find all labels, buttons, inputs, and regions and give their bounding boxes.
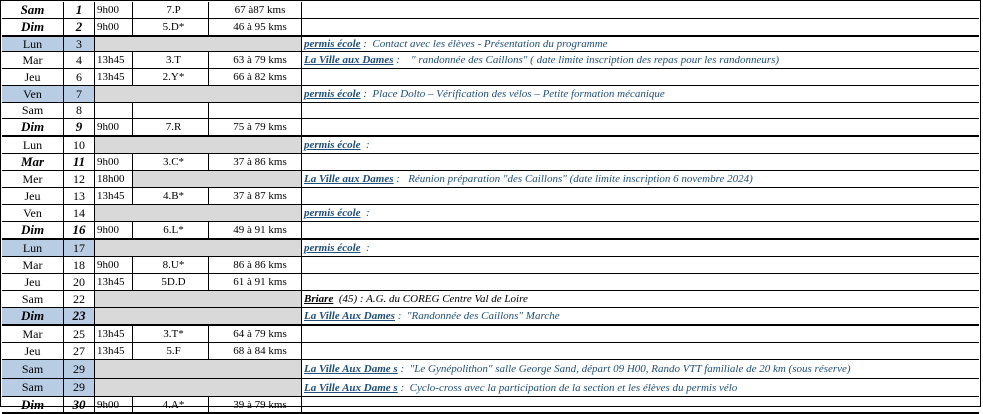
- ride-group-cell: 2.Y*: [133, 69, 209, 85]
- event-cell: [302, 240, 979, 256]
- departure-time-cell: 13h45: [95, 343, 133, 359]
- calendar-row: [2, 257, 979, 274]
- distance-cell: 67 à87 kms: [209, 2, 302, 18]
- event-description: :: [360, 242, 370, 254]
- day-name-cell: Sam: [2, 379, 64, 396]
- calendar-row: [2, 137, 979, 154]
- ride-group-cell: 3.T: [133, 52, 209, 68]
- calendar-row: [2, 188, 979, 205]
- departure-time-cell: 13h45: [95, 326, 133, 342]
- calendar-row: [2, 222, 979, 240]
- calendar-row: [2, 52, 979, 69]
- no-ride-block: [133, 171, 302, 187]
- event-cell: [302, 274, 979, 290]
- ride-group-cell: 5D.D: [133, 274, 209, 290]
- day-name-cell: Ven: [2, 86, 64, 102]
- event-place: La Ville Aux Dame s: [304, 363, 398, 375]
- distance-cell: 61 à 91 kms: [209, 274, 302, 290]
- calendar-row: [2, 37, 979, 52]
- ride-group-cell: 7.P: [133, 2, 209, 18]
- event-description: : "Le Gynépolithon" salle George Sand, départ 09 H00, Rando VTT familiale de 20 km (sous réserve): [397, 363, 851, 375]
- event-cell: [302, 205, 979, 221]
- departure-time-cell: 9h00: [95, 119, 133, 135]
- distance-cell: 46 à 95 kms: [209, 19, 302, 35]
- event-place: La Ville Aux Dame s: [304, 381, 398, 394]
- day-number-cell: 17: [64, 240, 95, 256]
- calendar-row: [2, 2, 979, 19]
- event-cell: [302, 379, 979, 396]
- ride-group-cell: 7.R: [133, 119, 209, 135]
- event-cell: [302, 19, 979, 35]
- calendar-row: [2, 274, 979, 291]
- calendar-row: [2, 379, 979, 397]
- calendar-row: [2, 205, 979, 222]
- calendar-row: [2, 326, 979, 343]
- distance-cell: [209, 103, 302, 118]
- distance-cell: 68 à 84 kms: [209, 343, 302, 359]
- ride-group-cell: 8.U*: [133, 257, 209, 273]
- day-name-cell: Jeu: [2, 69, 64, 85]
- day-number-cell: 3: [64, 37, 95, 51]
- calendar-row: [2, 103, 979, 119]
- departure-time-cell: 13h45: [95, 274, 133, 290]
- ride-group-cell: 4.B*: [133, 188, 209, 204]
- day-number-cell: 18: [64, 257, 95, 273]
- event-cell: [302, 326, 979, 342]
- day-number-cell: 27: [64, 343, 95, 359]
- event-place: La Ville aux Dames: [304, 173, 394, 185]
- calendar-row: [2, 19, 979, 37]
- day-name-cell: Sam: [2, 291, 64, 307]
- event-cell: [302, 2, 979, 18]
- calendar-row: [2, 119, 979, 137]
- day-number-cell: 9: [64, 119, 95, 135]
- event-place: permis école: [304, 38, 361, 50]
- event-description: : Contact avec les élèves - Présentation du programme: [360, 38, 608, 50]
- event-cell: [302, 291, 979, 307]
- day-name-cell: Mar: [2, 326, 64, 342]
- day-number-cell: 25: [64, 326, 95, 342]
- event-place: permis école: [304, 207, 361, 219]
- event-description: : Cyclo-cross avec la participation de la section et les élèves du permis vélo: [397, 381, 738, 394]
- calendar-row: [2, 343, 979, 360]
- calendar-row: [2, 69, 979, 86]
- calendar-row: [2, 308, 979, 326]
- departure-time-cell: 13h45: [95, 52, 133, 68]
- event-cell: [302, 257, 979, 273]
- day-name-cell: Mer: [2, 171, 64, 187]
- distance-cell: 75 à 79 kms: [209, 119, 302, 135]
- event-cell: [302, 188, 979, 204]
- distance-cell: 86 à 86 kms: [209, 257, 302, 273]
- day-name-cell: Jeu: [2, 188, 64, 204]
- day-name-cell: Sam: [2, 2, 64, 18]
- calendar-row: [2, 360, 979, 379]
- event-description: : " randonnée des Caillons" ( date limite inscription des repas pour les randonneurs): [393, 54, 780, 66]
- event-place: permis école: [304, 139, 361, 151]
- event-cell: [302, 222, 979, 238]
- day-name-cell: Dim: [2, 308, 64, 324]
- day-number-cell: 22: [64, 291, 95, 307]
- event-cell: [302, 37, 979, 51]
- event-cell: [302, 397, 979, 412]
- ride-group-cell: 3.C*: [133, 154, 209, 170]
- event-description: : Réunion préparation "des Caillons" (date limite inscription 6 novembre 2024): [393, 173, 753, 185]
- day-name-cell: Dim: [2, 119, 64, 135]
- no-ride-block: [95, 205, 302, 221]
- day-number-cell: 6: [64, 69, 95, 85]
- day-number-cell: 13: [64, 188, 95, 204]
- day-number-cell: 11: [64, 154, 95, 170]
- day-number-cell: 4: [64, 52, 95, 68]
- day-name-cell: Lun: [2, 37, 64, 51]
- ride-group-cell: 4.A*: [133, 397, 209, 412]
- day-name-cell: Sam: [2, 360, 64, 378]
- day-number-cell: 30: [64, 397, 95, 412]
- departure-time-cell: 9h00: [95, 222, 133, 238]
- event-description: :: [360, 139, 370, 151]
- event-cell: [302, 360, 979, 378]
- distance-cell: 37 à 87 kms: [209, 188, 302, 204]
- event-place: La Ville aux Dames: [304, 54, 394, 66]
- day-number-cell: 23: [64, 308, 95, 324]
- day-name-cell: Dim: [2, 222, 64, 238]
- distance-cell: 49 à 91 kms: [209, 222, 302, 238]
- day-number-cell: 29: [64, 379, 95, 396]
- departure-time-cell: 13h45: [95, 69, 133, 85]
- no-ride-block: [95, 37, 302, 51]
- day-name-cell: Jeu: [2, 343, 64, 359]
- distance-cell: 66 à 82 kms: [209, 69, 302, 85]
- ride-group-cell: 3.T*: [133, 326, 209, 342]
- day-name-cell: Mar: [2, 52, 64, 68]
- day-number-cell: 2: [64, 19, 95, 35]
- day-name-cell: Lun: [2, 240, 64, 256]
- event-cell: [302, 343, 979, 359]
- day-number-cell: 8: [64, 103, 95, 118]
- ride-group-cell: 6.L*: [133, 222, 209, 238]
- departure-time-cell: [95, 103, 133, 118]
- event-cell: [302, 69, 979, 85]
- distance-cell: 37 à 86 kms: [209, 154, 302, 170]
- calendar-row: [2, 171, 979, 188]
- calendar-row: [2, 397, 979, 414]
- event-place: permis école: [304, 88, 361, 100]
- event-place: La Ville Aux Dames: [304, 310, 395, 322]
- day-number-cell: 29: [64, 360, 95, 378]
- distance-cell: 64 à 79 kms: [209, 326, 302, 342]
- day-number-cell: 16: [64, 222, 95, 238]
- day-name-cell: Ven: [2, 205, 64, 221]
- departure-time-cell: 9h00: [95, 154, 133, 170]
- no-ride-block: [95, 86, 302, 102]
- ride-group-cell: [133, 103, 209, 118]
- event-description: : "Randonnée des Caillons" Marche: [394, 310, 560, 322]
- event-cell: [302, 119, 979, 135]
- calendar-row: [2, 240, 979, 257]
- day-name-cell: Dim: [2, 19, 64, 35]
- event-cell: [302, 103, 979, 118]
- day-name-cell: Dim: [2, 397, 64, 412]
- no-ride-block: [95, 240, 302, 256]
- departure-time-cell: 9h00: [95, 2, 133, 18]
- departure-time-cell: 9h00: [95, 397, 133, 412]
- day-name-cell: Sam: [2, 103, 64, 118]
- event-description: :: [360, 207, 370, 219]
- calendar-row: [2, 86, 979, 103]
- no-ride-block: [95, 308, 302, 324]
- event-place: permis école: [304, 242, 361, 254]
- calendar-row: [2, 291, 979, 308]
- event-description: : Place Dolto – Vérification des vélos – Petite formation mécanique: [360, 88, 665, 100]
- ride-group-cell: 5.D*: [133, 19, 209, 35]
- day-number-cell: 20: [64, 274, 95, 290]
- event-place: Briare: [304, 293, 334, 305]
- departure-time-cell: 9h00: [95, 257, 133, 273]
- no-ride-block: [95, 379, 302, 396]
- day-number-cell: 12: [64, 171, 95, 187]
- day-name-cell: Lun: [2, 137, 64, 153]
- calendar-table: [2, 2, 979, 414]
- distance-cell: 63 à 79 kms: [209, 52, 302, 68]
- distance-cell: 39 à 79 kms: [209, 397, 302, 412]
- day-number-cell: 1: [64, 2, 95, 18]
- day-number-cell: 7: [64, 86, 95, 102]
- departure-time-cell: 18h00: [95, 171, 133, 187]
- departure-time-cell: 9h00: [95, 19, 133, 35]
- event-cell: [302, 137, 979, 153]
- no-ride-block: [95, 291, 302, 307]
- event-description: (45) : A.G. du COREG Centre Val de Loire: [333, 293, 528, 305]
- no-ride-block: [95, 360, 302, 378]
- event-cell: [302, 308, 979, 324]
- event-cell: [302, 86, 979, 102]
- day-name-cell: Mar: [2, 257, 64, 273]
- day-number-cell: 14: [64, 205, 95, 221]
- ride-group-cell: 5.F: [133, 343, 209, 359]
- departure-time-cell: 13h45: [95, 188, 133, 204]
- no-ride-block: [95, 137, 302, 153]
- day-name-cell: Mar: [2, 154, 64, 170]
- event-cell: [302, 154, 979, 170]
- day-number-cell: 10: [64, 137, 95, 153]
- event-cell: [302, 171, 979, 187]
- day-name-cell: Jeu: [2, 274, 64, 290]
- calendar-row: [2, 154, 979, 171]
- event-cell: [302, 52, 979, 68]
